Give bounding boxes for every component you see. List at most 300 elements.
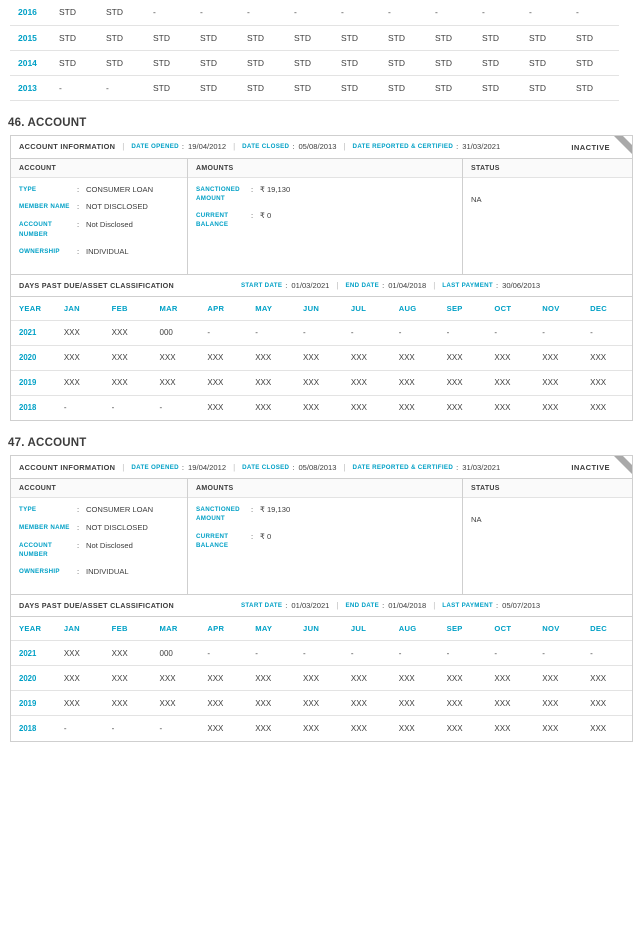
month-cell: - xyxy=(111,403,115,413)
corner-fold-inner-icon xyxy=(623,456,632,465)
field-label: SANCTIONED AMOUNT xyxy=(196,185,240,202)
table-row xyxy=(11,666,632,691)
section-heading: 47. ACCOUNT xyxy=(8,437,87,450)
field-value: Not Disclosed xyxy=(86,540,133,550)
account-column-body xyxy=(11,498,187,594)
account-information-title: ACCOUNT INFORMATION xyxy=(19,142,116,151)
status-column-heading: STATUS xyxy=(463,479,632,498)
field-value: ₹ 19,130 xyxy=(260,505,291,515)
month-cell: STD xyxy=(572,50,619,75)
amounts-column-body xyxy=(188,498,462,567)
account-column xyxy=(11,159,188,274)
column-header: FEB xyxy=(106,297,154,321)
separator: | xyxy=(433,280,436,290)
info-field: DATE CLOSED xyxy=(242,463,290,471)
month-cell: XXX xyxy=(154,691,202,716)
month-cell: XXX xyxy=(345,691,393,716)
dpd-field-value: 05/07/2013 xyxy=(502,601,541,611)
column-header: JUN xyxy=(297,297,345,321)
month-cell: STD xyxy=(196,75,243,100)
month-cell: XXX xyxy=(345,345,393,370)
dpd-field-value: 01/03/2021 xyxy=(291,280,330,290)
month-cell: STD xyxy=(149,75,196,100)
month-cell: STD xyxy=(478,50,525,75)
separator: | xyxy=(233,462,236,472)
dpd-field: LAST PAYMENT xyxy=(442,281,493,289)
month-cell: STD xyxy=(55,50,102,75)
month-cell: STD xyxy=(384,25,431,50)
month-cell: XXX xyxy=(446,403,463,413)
month-cell: STD xyxy=(290,75,337,100)
field-label: ACCOUNT NUMBER xyxy=(19,541,53,559)
month-cell: XXX xyxy=(154,370,202,395)
field-colon: : xyxy=(77,184,80,194)
column-header: JUL xyxy=(345,617,393,641)
month-cell: STD xyxy=(102,25,149,50)
row-year: 2015 xyxy=(10,25,55,50)
month-cell: STD xyxy=(337,25,384,50)
field-colon: : xyxy=(285,601,288,611)
dpd-bar xyxy=(11,595,632,617)
month-cell: XXX xyxy=(201,345,249,370)
separator: | xyxy=(336,280,339,290)
separator: | xyxy=(336,601,339,611)
month-cell: - xyxy=(584,641,632,666)
info-field: DATE REPORTED & CERTIFIED xyxy=(352,143,454,150)
separator: | xyxy=(343,142,346,151)
month-cell: STD xyxy=(431,25,478,50)
month-cell: XXX xyxy=(584,345,632,370)
month-cell: - xyxy=(196,0,243,25)
table-row xyxy=(11,395,632,420)
month-cell: STD xyxy=(243,50,290,75)
month-cell: - xyxy=(431,0,478,25)
row-year: 2021 xyxy=(11,320,58,345)
month-cell: XXX xyxy=(207,724,224,734)
field-colon: : xyxy=(77,505,80,515)
month-cell: XXX xyxy=(303,403,320,413)
month-cell: XXX xyxy=(590,403,607,413)
row-year: 2018 xyxy=(19,403,37,413)
month-cell: STD xyxy=(55,25,102,50)
month-cell: 000 xyxy=(154,320,202,345)
field-colon: : xyxy=(456,142,459,151)
field-row xyxy=(19,202,181,212)
field-label: MEMBER NAME xyxy=(19,524,70,532)
status-column-heading: STATUS xyxy=(463,159,632,178)
month-cell: STD xyxy=(196,50,243,75)
field-colon: : xyxy=(181,462,185,472)
account-card xyxy=(10,135,633,422)
field-colon: : xyxy=(77,540,80,550)
dpd-field: START DATE xyxy=(241,281,283,289)
field-row xyxy=(196,505,456,524)
field-label: TYPE xyxy=(19,185,37,193)
month-cell: STD xyxy=(243,25,290,50)
month-cell: - xyxy=(441,641,489,666)
month-cell: XXX xyxy=(398,724,415,734)
month-cell: - xyxy=(249,641,297,666)
status-value: NA xyxy=(471,515,482,525)
month-cell: XXX xyxy=(345,666,393,691)
month-cell: STD xyxy=(196,25,243,50)
info-field-value: 05/08/2013 xyxy=(298,142,337,151)
column-header: APR xyxy=(201,297,249,321)
field-row xyxy=(196,185,456,204)
row-year: 2019 xyxy=(11,691,58,716)
dpd-field-value: 01/04/2018 xyxy=(388,280,427,290)
field-label: OWNERSHIP xyxy=(19,247,60,255)
month-cell: - xyxy=(159,724,163,734)
field-label: OWNERSHIP xyxy=(19,568,60,576)
info-field: DATE REPORTED & CERTIFIED xyxy=(352,463,454,471)
row-year: 2019 xyxy=(11,370,58,395)
field-colon: : xyxy=(77,202,80,212)
top-table-body xyxy=(10,0,619,100)
field-colon: : xyxy=(382,601,385,611)
field-row xyxy=(19,541,181,560)
month-cell: XXX xyxy=(350,724,367,734)
month-cell: STD xyxy=(55,0,102,25)
amounts-column xyxy=(188,479,463,594)
column-header: SEP xyxy=(441,617,489,641)
field-row xyxy=(19,567,181,577)
month-cell: - xyxy=(478,0,525,25)
table-row xyxy=(11,691,632,716)
month-cell: STD xyxy=(290,50,337,75)
field-colon: : xyxy=(251,531,254,541)
corner-fold-inner-icon xyxy=(623,136,632,145)
month-cell: XXX xyxy=(393,370,441,395)
dpd-bar-fields xyxy=(241,281,540,290)
month-cell: XXX xyxy=(441,370,489,395)
account-column-heading: ACCOUNT xyxy=(11,479,187,498)
month-cell: XXX xyxy=(154,666,202,691)
table-row xyxy=(10,25,619,50)
info-field-value: 05/08/2013 xyxy=(298,462,337,472)
month-cell: XXX xyxy=(249,666,297,691)
status-column xyxy=(463,479,632,594)
month-cell: - xyxy=(345,320,393,345)
month-cell: XXX xyxy=(297,666,345,691)
account-information-bar xyxy=(11,136,632,159)
column-header: SEP xyxy=(441,297,489,321)
info-field: DATE OPENED xyxy=(131,143,179,150)
field-value: ₹ 19,130 xyxy=(260,184,291,194)
month-cell: XXX xyxy=(446,724,463,734)
month-cell: - xyxy=(290,0,337,25)
amounts-column-heading: AMOUNTS xyxy=(188,479,462,498)
row-year: 2018 xyxy=(19,724,37,734)
month-cell: - xyxy=(55,75,102,100)
column-header: AUG xyxy=(393,297,441,321)
month-cell: XXX xyxy=(536,691,584,716)
column-header: JAN xyxy=(58,617,106,641)
month-cell: STD xyxy=(102,0,149,25)
field-value: ₹ 0 xyxy=(260,531,272,541)
month-cell: - xyxy=(63,724,67,734)
account-column xyxy=(11,479,188,594)
month-cell: XXX xyxy=(106,641,154,666)
dpd-field-value: 01/03/2021 xyxy=(291,601,330,611)
table-row xyxy=(10,0,619,25)
month-cell: XXX xyxy=(303,724,320,734)
row-year: 2016 xyxy=(10,0,55,25)
month-cell: XXX xyxy=(536,666,584,691)
column-header: OCT xyxy=(488,297,536,321)
month-cell: XXX xyxy=(58,370,106,395)
field-value: ₹ 0 xyxy=(260,211,272,221)
field-colon: : xyxy=(285,280,288,290)
month-cell: XXX xyxy=(297,345,345,370)
month-cell: XXX xyxy=(494,724,511,734)
dpd-field: END DATE xyxy=(345,602,380,610)
field-label: TYPE xyxy=(19,506,37,514)
month-cell: STD xyxy=(525,25,572,50)
month-cell: XXX xyxy=(249,345,297,370)
month-cell: XXX xyxy=(536,345,584,370)
month-cell: XXX xyxy=(58,641,106,666)
row-year: 2020 xyxy=(11,345,58,370)
table-row xyxy=(11,370,632,395)
row-year: 2014 xyxy=(10,50,55,75)
column-header: MAY xyxy=(249,617,297,641)
month-cell: STD xyxy=(478,75,525,100)
month-cell: XXX xyxy=(350,403,367,413)
month-cell: - xyxy=(111,724,115,734)
separator: | xyxy=(233,142,236,151)
account-column-heading: ACCOUNT xyxy=(11,159,187,178)
month-cell: XXX xyxy=(106,370,154,395)
dpd-field: START DATE xyxy=(241,602,283,610)
dpd-bar xyxy=(11,275,632,297)
column-header: MAR xyxy=(154,297,202,321)
month-cell: XXX xyxy=(106,345,154,370)
month-cell: - xyxy=(201,641,249,666)
field-row xyxy=(19,247,181,257)
dpd-table xyxy=(11,617,632,741)
status-column-body xyxy=(463,178,632,213)
dpd-field-value: 01/04/2018 xyxy=(388,601,427,611)
month-cell: - xyxy=(243,0,290,25)
field-row xyxy=(19,220,181,239)
month-cell: XXX xyxy=(249,691,297,716)
dpd-header-row xyxy=(11,297,632,321)
month-cell: XXX xyxy=(441,691,489,716)
field-colon: : xyxy=(251,184,254,194)
month-cell: XXX xyxy=(441,345,489,370)
field-value: CONSUMER LOAN xyxy=(86,184,154,194)
month-cell: XXX xyxy=(207,403,224,413)
column-header: MAR xyxy=(154,617,202,641)
row-year: 2020 xyxy=(11,666,58,691)
month-cell: STD xyxy=(102,50,149,75)
month-cell: - xyxy=(159,403,163,413)
field-value: CONSUMER LOAN xyxy=(86,505,154,515)
month-cell: XXX xyxy=(297,370,345,395)
month-cell: XXX xyxy=(106,320,154,345)
month-cell: - xyxy=(525,0,572,25)
month-cell: STD xyxy=(149,25,196,50)
field-label: SANCTIONED AMOUNT xyxy=(196,506,240,523)
month-cell: - xyxy=(149,0,196,25)
month-cell: STD xyxy=(525,75,572,100)
month-cell: XXX xyxy=(393,345,441,370)
field-colon: : xyxy=(181,142,185,151)
month-cell: XXX xyxy=(201,691,249,716)
month-cell: STD xyxy=(572,75,619,100)
month-cell: - xyxy=(102,75,149,100)
separator: | xyxy=(433,601,436,611)
month-cell: STD xyxy=(384,75,431,100)
column-header: AUG xyxy=(393,617,441,641)
field-colon: : xyxy=(495,280,499,290)
status-value: NA xyxy=(471,194,482,204)
month-cell: - xyxy=(441,320,489,345)
month-cell: XXX xyxy=(345,370,393,395)
separator: | xyxy=(122,462,125,472)
dpd-table xyxy=(11,297,632,421)
column-header: YEAR xyxy=(11,297,58,321)
row-year: 2021 xyxy=(11,641,58,666)
month-cell: XXX xyxy=(536,370,584,395)
month-cell: XXX xyxy=(297,691,345,716)
field-colon: : xyxy=(382,280,385,290)
dpd-title: DAYS PAST DUE/ASSET CLASSIFICATION xyxy=(19,280,175,290)
account-information-title: ACCOUNT INFORMATION xyxy=(19,462,116,472)
month-cell: STD xyxy=(290,25,337,50)
column-header: NOV xyxy=(536,617,584,641)
month-cell: XXX xyxy=(106,666,154,691)
month-cell: XXX xyxy=(201,666,249,691)
field-row xyxy=(19,523,181,533)
month-cell: XXX xyxy=(58,345,106,370)
field-value: INDIVIDUAL xyxy=(86,246,129,256)
account-information-bar xyxy=(11,456,632,479)
month-cell: - xyxy=(249,320,297,345)
column-header: DEC xyxy=(584,617,632,641)
table-row xyxy=(11,716,632,741)
month-cell: STD xyxy=(149,50,196,75)
amounts-column xyxy=(188,159,463,274)
month-cell: XXX xyxy=(255,403,272,413)
account-detail-columns xyxy=(11,479,632,595)
previous-dpd-table-continuation xyxy=(10,0,619,101)
column-header: YEAR xyxy=(11,617,58,641)
column-header: NOV xyxy=(536,297,584,321)
row-year: 2013 xyxy=(10,75,55,100)
month-cell: XXX xyxy=(488,345,536,370)
info-field-value: 19/04/2012 xyxy=(188,462,227,472)
field-value: NOT DISCLOSED xyxy=(86,523,148,533)
month-cell: XXX xyxy=(584,691,632,716)
field-value: INDIVIDUAL xyxy=(86,567,129,577)
month-cell: - xyxy=(345,641,393,666)
month-cell: XXX xyxy=(398,403,415,413)
status-column-body xyxy=(463,498,632,533)
info-field-value: 31/03/2021 xyxy=(462,462,501,472)
status-column xyxy=(463,159,632,274)
month-cell: STD xyxy=(431,50,478,75)
field-row xyxy=(196,211,456,230)
month-cell: STD xyxy=(337,50,384,75)
month-cell: XXX xyxy=(393,691,441,716)
info-field-value: 19/04/2012 xyxy=(188,142,227,151)
amounts-column-body xyxy=(188,178,462,247)
table-row xyxy=(10,75,619,100)
field-label: CURRENT BALANCE xyxy=(196,532,229,550)
dpd-field-value: 30/06/2013 xyxy=(502,280,541,290)
section-heading: 46. ACCOUNT xyxy=(8,116,87,129)
month-cell: STD xyxy=(431,75,478,100)
amounts-column-heading: AMOUNTS xyxy=(188,159,462,178)
month-cell: XXX xyxy=(488,691,536,716)
field-value: Not Disclosed xyxy=(86,220,133,230)
field-label: CURRENT BALANCE xyxy=(196,212,229,229)
month-cell: XXX xyxy=(584,370,632,395)
field-value: NOT DISCLOSED xyxy=(86,202,148,212)
table-row xyxy=(11,320,632,345)
month-cell: STD xyxy=(384,50,431,75)
month-cell: XXX xyxy=(542,403,559,413)
month-cell: - xyxy=(536,641,584,666)
month-cell: XXX xyxy=(58,691,106,716)
month-cell: - xyxy=(297,641,345,666)
month-cell: XXX xyxy=(542,724,559,734)
field-colon: : xyxy=(77,567,80,577)
status-badge: INACTIVE xyxy=(571,463,610,473)
field-colon: : xyxy=(77,220,80,230)
month-cell: STD xyxy=(572,25,619,50)
table-row xyxy=(11,641,632,666)
separator: | xyxy=(343,462,346,472)
field-row xyxy=(19,185,181,195)
field-colon: : xyxy=(251,505,254,515)
column-header: OCT xyxy=(488,617,536,641)
month-cell: 000 xyxy=(154,641,202,666)
field-label: MEMBER NAME xyxy=(19,203,70,211)
month-cell: STD xyxy=(243,75,290,100)
account-card xyxy=(10,455,633,742)
status-badge: INACTIVE xyxy=(571,142,610,152)
column-header: JUL xyxy=(345,297,393,321)
month-cell: XXX xyxy=(494,403,511,413)
column-header: APR xyxy=(201,617,249,641)
month-cell: - xyxy=(572,0,619,25)
account-sections xyxy=(0,117,643,742)
column-header: JAN xyxy=(58,297,106,321)
dpd-bar-fields xyxy=(241,601,540,610)
column-header: DEC xyxy=(584,297,632,321)
month-cell: XXX xyxy=(201,370,249,395)
month-cell: XXX xyxy=(255,724,272,734)
month-cell: XXX xyxy=(488,666,536,691)
account-section xyxy=(0,437,643,742)
info-field-value: 31/03/2021 xyxy=(462,142,501,151)
month-cell: XXX xyxy=(393,666,441,691)
separator: | xyxy=(122,142,125,151)
dpd-header-row xyxy=(11,617,632,641)
month-cell: STD xyxy=(525,50,572,75)
month-cell: XXX xyxy=(590,724,607,734)
table-row xyxy=(10,50,619,75)
info-field: DATE OPENED xyxy=(131,463,179,471)
column-header: MAY xyxy=(249,297,297,321)
field-colon: : xyxy=(456,462,459,472)
month-cell: - xyxy=(584,320,632,345)
month-cell: - xyxy=(393,320,441,345)
account-detail-columns xyxy=(11,159,632,275)
